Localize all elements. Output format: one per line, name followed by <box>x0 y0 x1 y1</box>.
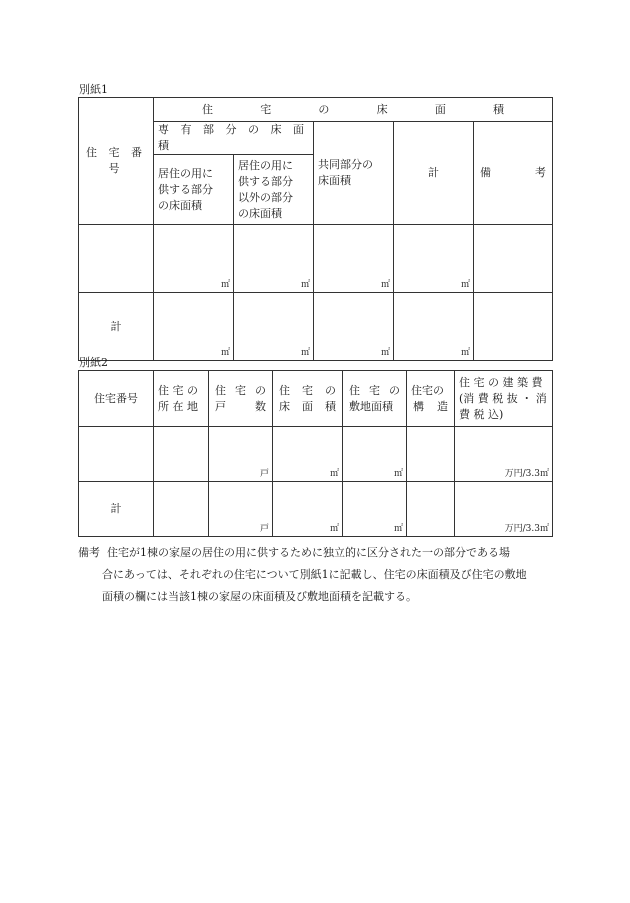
sheet1-total-remarks[interactable] <box>474 293 553 361</box>
sheet2-total-location[interactable] <box>154 482 209 537</box>
note-line-3: 面積の欄には当該1棟の家屋の床面積及び敷地面積を記載する。 <box>102 590 417 603</box>
sheet1-total-total[interactable]: ㎡ <box>394 293 474 361</box>
sheet2-header-units: 住 宅 の 戸 数 <box>209 371 273 427</box>
sheet1-cell-house-number[interactable] <box>79 225 154 293</box>
sheet2-header-site-area: 住 宅 の 敷地面積 <box>343 371 407 427</box>
sheet1-cell-residence[interactable]: ㎡ <box>154 225 234 293</box>
sheet2-header-location: 住 宅 の 所 在 地 <box>154 371 209 427</box>
sheet2-header-house-number: 住宅番号 <box>79 371 154 427</box>
sheet1-header-total: 計 <box>394 122 474 225</box>
sheet1-cell-remarks[interactable] <box>474 225 553 293</box>
sheet2-total-row <box>79 482 553 537</box>
sheet1-header-private-area: 専 有 部 分 の 床 面 積 <box>154 122 314 155</box>
sheet2-total-label: 計 <box>79 482 154 537</box>
sheet2-total-cost[interactable]: 万円/3.3㎡ <box>455 482 553 537</box>
sheet2-cell-floor-area[interactable]: ㎡ <box>273 427 343 482</box>
sheet2-table <box>78 370 553 537</box>
sheet2-cell-cost[interactable]: 万円/3.3㎡ <box>455 427 553 482</box>
sheet1-data-row <box>79 225 553 293</box>
sheet1-header-residence-area: 居住の用に 供する部分 の床面積 <box>154 155 234 225</box>
sheet1-total-residence[interactable]: ㎡ <box>154 293 234 361</box>
sheet1-cell-total[interactable]: ㎡ <box>394 225 474 293</box>
sheet2-cell-units[interactable]: 戸 <box>209 427 273 482</box>
sheet1-total-nonresidence[interactable]: ㎡ <box>234 293 314 361</box>
note-block <box>78 542 558 608</box>
sheet1-total-common[interactable]: ㎡ <box>314 293 394 361</box>
sheet1-table <box>78 97 553 361</box>
sheet2-cell-structure[interactable] <box>407 427 455 482</box>
sheet2-total-units[interactable]: 戸 <box>209 482 273 537</box>
sheet1-cell-common[interactable]: ㎡ <box>314 225 394 293</box>
sheet2-header-cost: 住 宅 の 建 築 費 (消 費 税 抜 ・ 消 費 税 込) <box>455 371 553 427</box>
sheet2-data-row <box>79 427 553 482</box>
sheet1-header-remarks: 備 考 <box>474 122 553 225</box>
sheet1-header-house-number: 住 宅 番 号 <box>79 98 154 225</box>
sheet1-total-row <box>79 293 553 361</box>
sheet1-label: 別紙1 <box>79 83 108 96</box>
sheet2-cell-site-area[interactable]: ㎡ <box>343 427 407 482</box>
sheet1-cell-nonresidence[interactable]: ㎡ <box>234 225 314 293</box>
note-line-2: 合にあっては、それぞれの住宅について別紙1に記載し、住宅の床面積及び住宅の敷地 <box>102 568 527 581</box>
sheet1-total-label: 計 <box>79 293 154 361</box>
sheet1-header-floor-area: 住 宅 の 床 面 積 <box>154 98 553 122</box>
sheet1-header-nonresidence-area: 居住の用に 供する部分 以外の部分 の床面積 <box>234 155 314 225</box>
sheet2-total-site-area[interactable]: ㎡ <box>343 482 407 537</box>
sheet2-cell-location[interactable] <box>154 427 209 482</box>
sheet2-label: 別紙2 <box>79 356 108 369</box>
sheet2-cell-house-number[interactable] <box>79 427 154 482</box>
sheet1-header-common-area: 共同部分の 床面積 <box>314 122 394 225</box>
sheet2-total-structure[interactable] <box>407 482 455 537</box>
note-line-1: 備考 住宅が1棟の家屋の居住の用に供するために独立的に区分された一の部分である場 <box>78 546 510 559</box>
sheet2-header-structure: 住宅の 構 造 <box>407 371 455 427</box>
sheet2-header-floor-area: 住 宅 の 床 面 積 <box>273 371 343 427</box>
sheet2-total-floor-area[interactable]: ㎡ <box>273 482 343 537</box>
note-head: 備考 <box>78 546 100 559</box>
